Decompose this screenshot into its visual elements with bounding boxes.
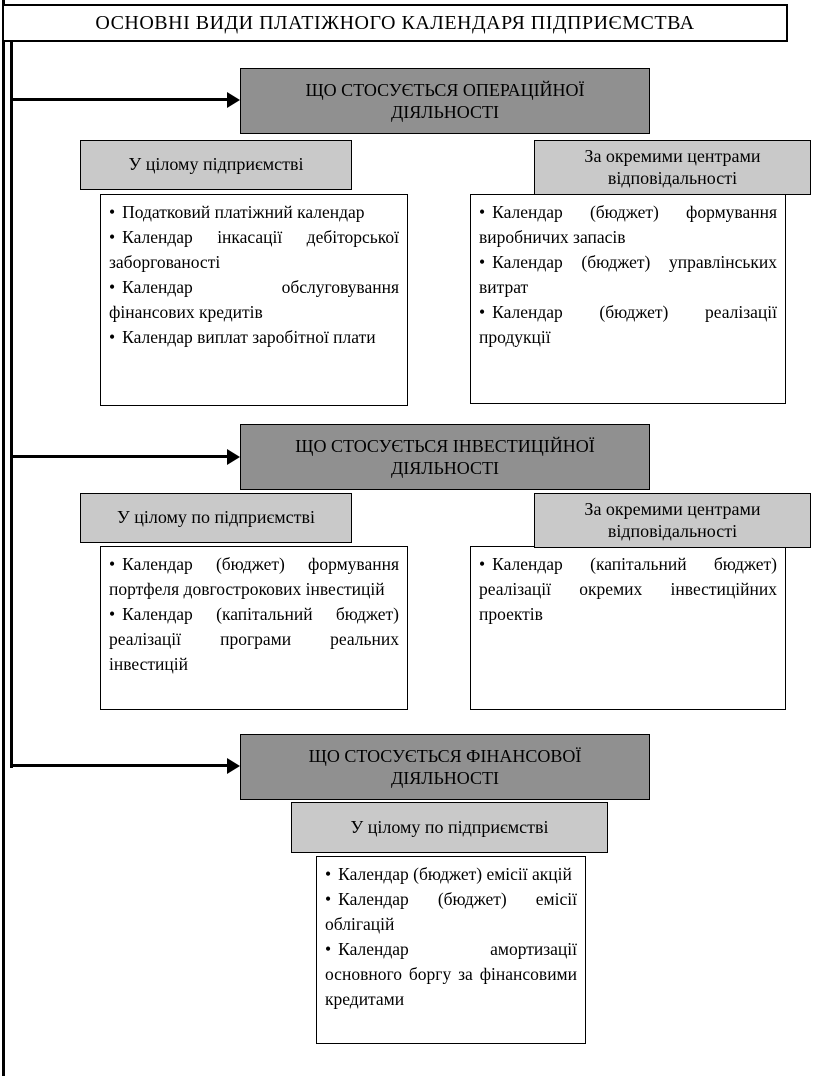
- list-item-text: Календар (бюджет) формування портфеля довгострокових інвестицій: [109, 554, 399, 599]
- list-item-text: Податковий платіжний календар: [122, 202, 365, 222]
- list-item: [479, 200, 777, 250]
- bullet-icon: •: [109, 327, 116, 347]
- section-heading-operational: [240, 68, 650, 134]
- list-item-text: Календар обслуговування фінансових кредитів: [109, 277, 399, 322]
- list-item-text: Календар (капітальний бюджет) реалізації окремих інвестиційних проектів: [479, 554, 777, 624]
- list-item-text: Календар виплат заробітної плати: [122, 327, 376, 347]
- bullet-icon: •: [325, 864, 332, 884]
- arrow-line-investment: [10, 455, 227, 458]
- list-item-text: Календар (бюджет) управлінських витрат: [479, 252, 777, 297]
- diagram-title-text: ОСНОВНІ ВИДИ ПЛАТІЖНОГО КАЛЕНДАРЯ ПІДПРИЄМСТВА: [95, 11, 695, 34]
- list-item-text: Календар (бюджет) формування виробничих запасів: [479, 202, 777, 247]
- subheading-financial-whole-enterprise: [291, 802, 608, 853]
- list-item: [325, 862, 577, 887]
- list-investment-responsibility-centers: [470, 546, 786, 710]
- list-item: [325, 937, 577, 1012]
- subheading-investment-whole-enterprise: [80, 493, 352, 543]
- list-item: [109, 325, 399, 350]
- list-item-text: Календар (бюджет) реалізації продукції: [479, 302, 777, 347]
- arrow-head-financial-icon: [227, 758, 240, 774]
- list-item: [479, 300, 777, 350]
- arrow-head-operational-icon: [227, 92, 240, 108]
- arrow-head-investment-icon: [227, 449, 240, 465]
- list-item: [325, 887, 577, 937]
- section-heading-text: ЩО СТОСУЄТЬСЯ ФІНАНСОВОЇ ДІЯЛЬНОСТІ: [308, 745, 582, 788]
- list-operational-whole-enterprise: [100, 194, 408, 406]
- list-item: [479, 250, 777, 300]
- subheading-text: У цілому по підприємстві: [350, 816, 549, 837]
- list-investment-whole-enterprise: [100, 546, 408, 710]
- page-border-line: [2, 0, 5, 1076]
- subheading-text: У цілому підприємстві: [128, 154, 304, 175]
- subheading-text: За окремими центрами відповідальності: [584, 145, 761, 188]
- bullet-icon: •: [479, 554, 486, 574]
- section-heading-text: ЩО СТОСУЄТЬСЯ ІНВЕСТИЦІЙНОЇ ДІЯЛЬНОСТІ: [295, 435, 595, 478]
- list-item-text: Календар (капітальний бюджет) реалізації програми реальних інвестицій: [109, 604, 399, 674]
- subheading-operational-whole-enterprise: [80, 140, 352, 190]
- bullet-icon: •: [109, 227, 116, 247]
- bullet-icon: •: [479, 252, 486, 272]
- list-item-text: Календар (бюджет) емісії облігацій: [325, 889, 577, 934]
- subheading-text: У цілому по підприємстві: [116, 507, 316, 528]
- bullet-icon: •: [479, 302, 486, 322]
- subheading-investment-responsibility-centers: [534, 493, 811, 548]
- list-item: [109, 602, 399, 677]
- section-heading-financial: [240, 734, 650, 800]
- list-item-text: Календар амортизації основного боргу за фінансовими кредитами: [325, 939, 577, 1009]
- list-item: [109, 200, 399, 225]
- arrow-line-financial: [10, 764, 227, 767]
- list-item: [109, 225, 399, 275]
- bullet-icon: •: [479, 202, 486, 222]
- subheading-operational-responsibility-centers: [534, 140, 811, 195]
- list-item-text: Календар (бюджет) емісії акцій: [338, 864, 572, 884]
- bullet-icon: •: [109, 202, 116, 222]
- list-financial-whole-enterprise: [316, 856, 586, 1044]
- bullet-icon: •: [109, 554, 116, 574]
- arrow-line-operational: [10, 98, 227, 101]
- list-item: [109, 552, 399, 602]
- section-heading-investment: [240, 424, 650, 490]
- bullet-icon: •: [109, 277, 116, 297]
- bullet-icon: •: [325, 939, 332, 959]
- bullet-icon: •: [325, 889, 332, 909]
- list-item: [479, 552, 777, 627]
- bullet-icon: •: [109, 604, 116, 624]
- section-heading-text: ЩО СТОСУЄТЬСЯ ОПЕРАЦІЙНОЇ ДІЯЛЬНОСТІ: [305, 79, 585, 122]
- list-item: [109, 275, 399, 325]
- diagram-title: [2, 4, 788, 42]
- subheading-text: За окремими центрами відповідальності: [584, 498, 761, 541]
- list-operational-responsibility-centers: [470, 194, 786, 404]
- list-item-text: Календар інкасації дебіторської заборгованості: [109, 227, 399, 272]
- trunk-connector-line: [10, 41, 13, 768]
